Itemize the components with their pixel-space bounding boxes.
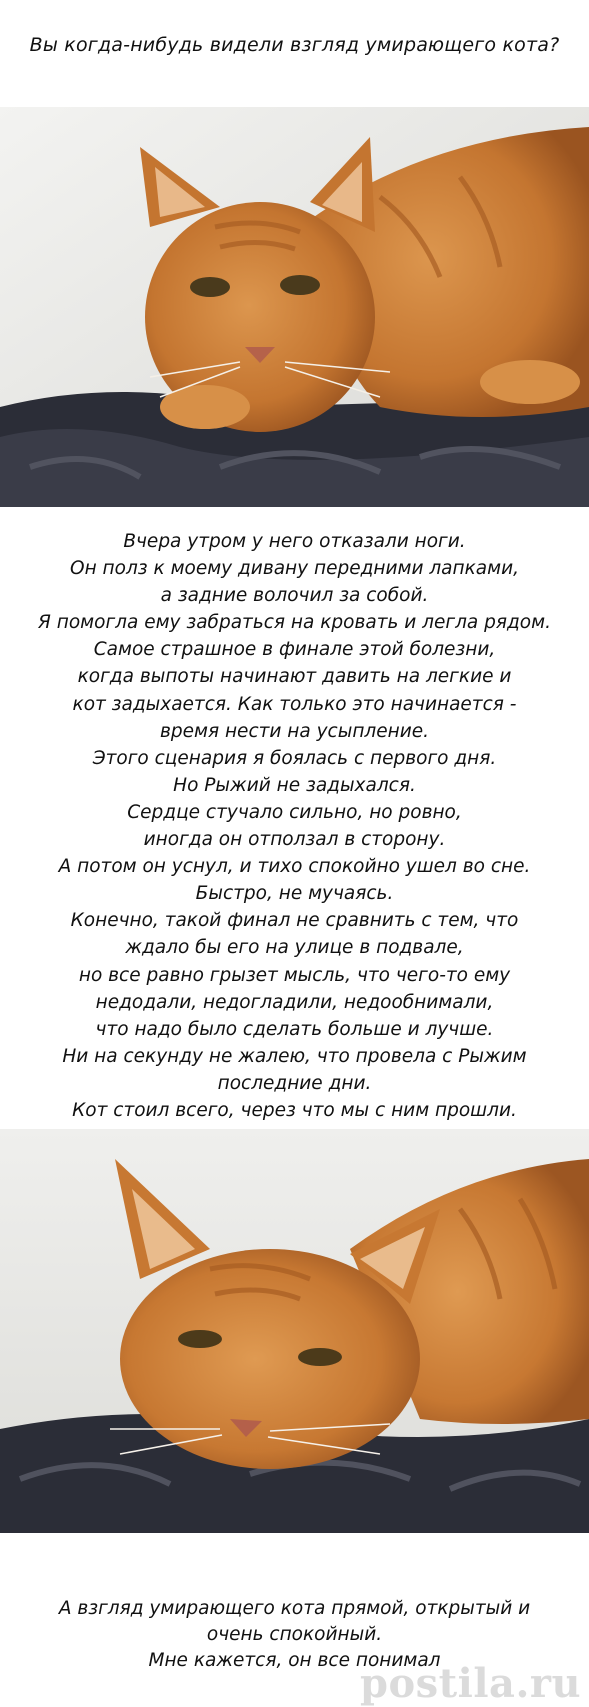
- story-line: Он полз к моему дивану передними лапками,: [70, 558, 519, 580]
- story-line: Я помогла ему забраться на кровать и легла рядом.: [38, 612, 551, 634]
- orange-cat-photo-icon: [0, 1129, 589, 1533]
- watermark-logo: postila.ru: [360, 1660, 582, 1707]
- story-line: последние дни.: [217, 1072, 372, 1094]
- story-line: а задние волочил за собой.: [160, 585, 429, 607]
- page-title: Вы когда-нибудь видели взгляд умирающего кота?: [29, 34, 560, 56]
- story-line: А потом он уснул, и тихо спокойно ушел во сне.: [58, 856, 531, 878]
- story-line: но все равно грызет мысль, что чего-то ему: [78, 964, 511, 986]
- story-line: ждало бы его на улице в подвале,: [125, 937, 464, 959]
- closing-line: очень спокойный.: [206, 1624, 383, 1645]
- story-line: кот задыхается. Как только это начинается -: [72, 693, 517, 715]
- story-line: время нести на усыпление.: [159, 720, 430, 742]
- story-line: Ни на секунду не жалею, что провела с Рыжим: [62, 1045, 527, 1067]
- story-line: Но Рыжий не задыхался.: [173, 774, 416, 796]
- story-line: иногда он отползал в сторону.: [143, 829, 446, 851]
- story-line: когда выпоты начинают давить на легкие и: [77, 666, 512, 688]
- story-line: Самое страшное в финале этой болезни,: [93, 639, 496, 661]
- story-line: Этого сценария я боялась с первого дня.: [92, 747, 497, 769]
- closing-line: Мне кажется, он все понимал: [148, 1650, 441, 1671]
- story-line: Кот стоил всего, через что мы с ним прошли.: [72, 1099, 517, 1121]
- story-line: что надо было сделать больше и лучше.: [95, 1018, 494, 1040]
- story-line: Сердце стучало сильно, но ровно,: [127, 801, 462, 823]
- orange-cat-photo-icon: [0, 107, 589, 507]
- story-line: Быстро, не мучаясь.: [195, 883, 394, 905]
- story-line: Конечно, такой финал не сравнить с тем, что: [70, 910, 519, 932]
- cat-photo-2: [0, 1129, 589, 1533]
- closing-line: А взгляд умирающего кота прямой, открытый и: [58, 1598, 531, 1619]
- story-line: недодали, недогладили, недообнимали,: [95, 991, 494, 1013]
- cat-photo-1: [0, 107, 589, 507]
- story-text: [0, 528, 589, 1124]
- story-line: Вчера утром у него отказали ноги.: [123, 531, 466, 552]
